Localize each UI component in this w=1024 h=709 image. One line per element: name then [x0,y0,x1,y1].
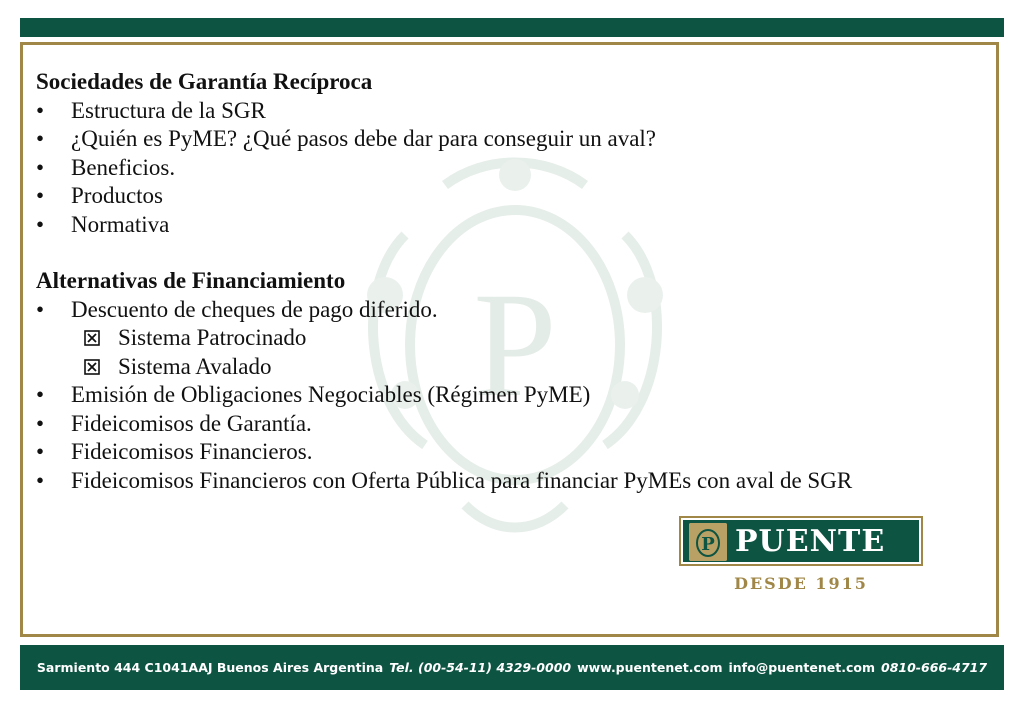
footer-bar [20,645,1004,690]
list-item-text: Fideicomisos Financieros con Oferta Pública para financiar PyMEs con aval de SGR [71,467,853,493]
bullet-dot-icon: • [36,126,45,151]
bullet-dot-icon: • [36,296,45,322]
section-gap [36,239,976,267]
logo-wordmark: PUENTE [735,524,886,559]
list-item-text: ¿Quién es PyME? ¿Qué pasos debe dar para conseguir un aval? [71,126,657,151]
crest-letter: P [701,534,715,555]
bullet-dot-icon: • [36,410,45,436]
watermark-letter: P [473,262,557,428]
checkbox-x-icon [84,324,118,353]
list-item [36,410,976,439]
list-item-text: Emisión de Obligaciones Negociables (Régimen PyME) [71,382,591,407]
list-item [36,296,976,325]
bullet-dot-icon: • [36,154,45,180]
list-item [36,438,976,467]
sub-list-item [36,324,976,353]
puente-logo [679,516,923,596]
sub-list-item [36,353,976,382]
bullet-dot-icon: • [36,382,45,407]
bullet-dot-icon: • [36,211,45,237]
footer-email: info@puentenet.com [728,660,876,675]
list-item-text: Estructura de la SGR [71,97,266,123]
list-item-text: Beneficios. [71,154,176,180]
slide-content [36,68,976,495]
bullet-dot-icon: • [36,439,45,464]
logo-badge [679,516,923,566]
sub-list-item-text: Sistema Patrocinado [118,325,307,350]
list-item [36,182,976,211]
crest-icon [689,523,727,561]
top-band [20,18,1004,37]
list-item-text: Productos [71,183,163,208]
list-item-text: Normativa [71,211,170,237]
list-item-text: Descuento de cheques de pago diferido. [71,296,438,322]
bullet-dot-icon: • [36,467,45,493]
logo-inner [683,520,919,562]
footer-tel: Tel. (00-54-11) 4329-0000 [389,660,572,675]
list-item [36,381,976,410]
list-item [36,467,976,496]
footer-address: Sarmiento 444 C1041AAJ Buenos Aires Argentina [36,660,384,675]
logo-since: DESDE 1915 [734,574,868,593]
bullet-dot-icon: • [36,183,45,208]
section1-heading: Sociedades de Garantía Recíproca [36,69,373,94]
list-item [36,97,976,126]
bullet-dot-icon: • [36,97,45,123]
list-item-text: Fideicomisos Financieros. [71,439,313,464]
sub-list-item-text: Sistema Avalado [118,353,272,379]
list-item [36,154,976,183]
footer-web: www.puentenet.com [577,660,723,675]
section2-heading: Alternativas de Financiamiento [36,268,346,293]
footer-phone2: 0810-666-4717 [881,660,988,675]
list-item-text: Fideicomisos de Garantía. [71,410,312,436]
list-item [36,211,976,240]
list-item [36,125,976,154]
checkbox-x-icon [84,353,118,382]
